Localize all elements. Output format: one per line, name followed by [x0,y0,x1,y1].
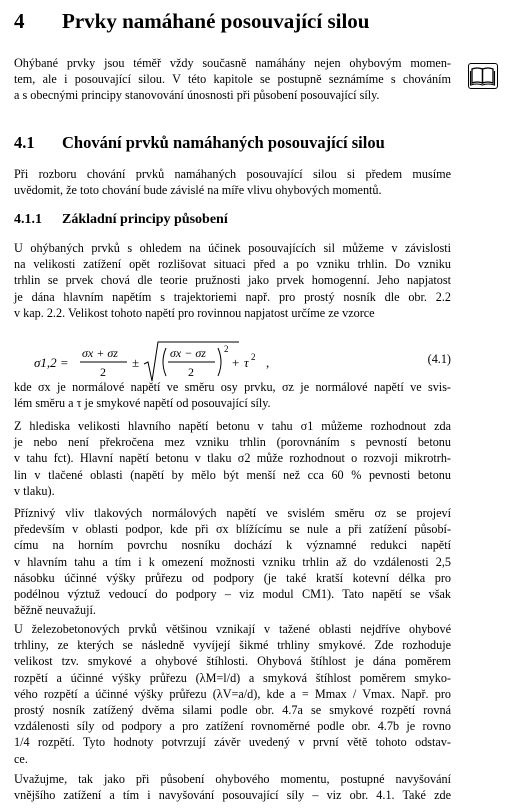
svg-text:+: + [232,355,240,370]
formula-pm: ± [132,355,140,370]
text-line: vzdálenosti síly od podpory a pro zatížení rovnoměrné podle obr. 4.7b je rovno [14,719,451,734]
text-line: címu na horním povrchu nosníku dochází k významné redukci napětí [14,538,451,553]
formula-power: 2 [224,344,229,354]
subsection-number: 4.1.1 [14,212,42,227]
section-heading [14,133,385,153]
text-line: násobku účinné výšky průřezu od podpory (je také kratší kotevní délka pro [14,570,451,585]
paragraph-5 [14,621,451,767]
formula-trail: , [266,355,270,370]
text-line: trhlin se prvek chová dle teorie pružnosti jako prvek homogenní. Jeho napjatost [14,273,451,288]
formula-lhs: σ1,2 = [34,355,69,370]
text-line: je dána hlavním napětím s trajektoriemi např. pro prostý nosník dle obr. 2.2 [14,289,451,304]
text-line: v tahu fct). Hlavní napětí betonu v tlaku σ2 může rozhodnout o rozvoji mikrotrh- [14,451,451,466]
text-line: Ohýbané prvky jsou téměř vždy současně namáhány nejen ohybovým momen- [14,56,451,70]
text-line: běžně neuvažují. [14,603,96,618]
text-line: lin v tlačené oblasti (napětí by mělo být menší než cca 60 % pevnosti betonu [14,467,451,482]
paragraph-6 [14,771,451,803]
book-icon [468,63,498,89]
paragraph-2 [14,379,451,411]
text-line: v hlavním tahu a tím i k omezení možnosti vzniku trhlin až do vzdálenosti 2,5 [14,554,451,569]
text-line: na velikosti zatížení opět rozlišovat situaci před a po vzniku trhlin. Do vzniku [14,257,451,272]
text-line: Uvažujme, tak jako při působení ohybového momentu, postupné navyšování [14,772,451,786]
text-line: vnějšího zatížení a tím i navyšování posouvající síly – viz obr. 4.1. Také zde [14,788,451,803]
text-line: ce. [14,751,28,766]
subsection-heading [14,212,228,228]
section-number: 4.1 [14,133,35,152]
formula-frac-num: σx + σz [82,346,118,360]
text-line: 1/4 rozpětí. Tyto hodnoty potvrzují závěr uvedený v první větě tohoto odstav- [14,735,451,750]
section-intro-paragraph [14,166,451,198]
formula-inner-num: σx − σz [170,346,206,360]
chapter-title: Prvky namáhané posouvající silou [62,9,370,33]
section-title: Chování prvků namáhaných posouvající silou [62,133,385,152]
text-line: je nebo není překročena mez vzniku trhlin (porovnáním s pevností betonu [14,435,451,450]
text-line: prostý nosník zatížený dvěma silami podle obr. 4.7a se smykové rozpětí rovná [14,703,451,718]
text-line: především v oblasti podpor, kde při σx blížícímu se nule a při zatížení působí- [14,522,451,537]
text-line: kde σx je normálové napětí ve směru osy prvku, σz je normálové napětí ve svis- [14,380,451,394]
text-line: velikost tzv. smykové a ohybové štíhlosti. Ohybová štíhlost je dána poměrem [14,654,451,669]
formula-inner-den: 2 [188,365,194,379]
text-line: lém směru a τ je smykové napětí od posouvající síly. [14,396,271,411]
paragraph-1 [14,240,451,321]
formula-frac-den: 2 [100,365,106,379]
text-line: Při rozboru chování prvků namáhaných posouvající silou si předem musíme [14,167,451,181]
paragraph-4 [14,505,451,618]
chapter-heading [14,9,369,34]
text-line: uvědomit, že toto chování bude závislé na míře vlivu ohybových momentů. [14,183,382,198]
text-line: v kap. 2.2. Velikost tohoto napětí pro rovinnou napjatost určíme ze vzorce [14,305,375,320]
equation-number: (4.1) [427,352,451,366]
chapter-number: 4 [14,9,25,33]
text-line: U ohýbaných prvků s ohledem na účinek posouvajících sil můžeme v závislosti [14,241,451,255]
intro-paragraph [14,55,451,104]
paragraph-3 [14,418,451,499]
text-line: trhliny, ze kterých se následně vyvíjejí šikmé trhliny smykové. Zde rozhoduje [14,638,451,653]
text-line: tem, ale i posouvající silou. V této kapitole se postupně seznámíme s chováním [14,72,451,87]
text-line: v tlaku). [14,483,55,498]
formula-tau: τ [244,355,249,370]
subsection-title: Základní principy působení [62,212,228,227]
formula-tau-power: 2 [251,352,256,362]
text-line: podélnou výztuž vedoucí do podpory – viz modul CM1). Tato napětí se však [14,587,451,602]
text-line: rozpětí a účinné výšky průřezu (λM=l/d) a smyková štíhlost poměrem smyko- [14,670,451,685]
text-line: Příznivý vliv tlakových normálových napětí ve svislém směru σz se projeví [14,506,451,520]
text-line: vého rozpětí a účinné výšky průřezu (λV=a/d), kde a = Mmax / Vmax. Např. pro [14,686,451,701]
text-line: a s obecnými principy stanovování únosnosti při působení posouvající síly. [14,88,380,103]
text-line: Z hlediska velikosti hlavního napětí betonu v tahu σ1 můžeme rozhodnout zda [14,419,451,433]
text-line: U železobetonových prvků většinou vznikají v tažené oblasti nejdříve ohybové [14,622,451,636]
